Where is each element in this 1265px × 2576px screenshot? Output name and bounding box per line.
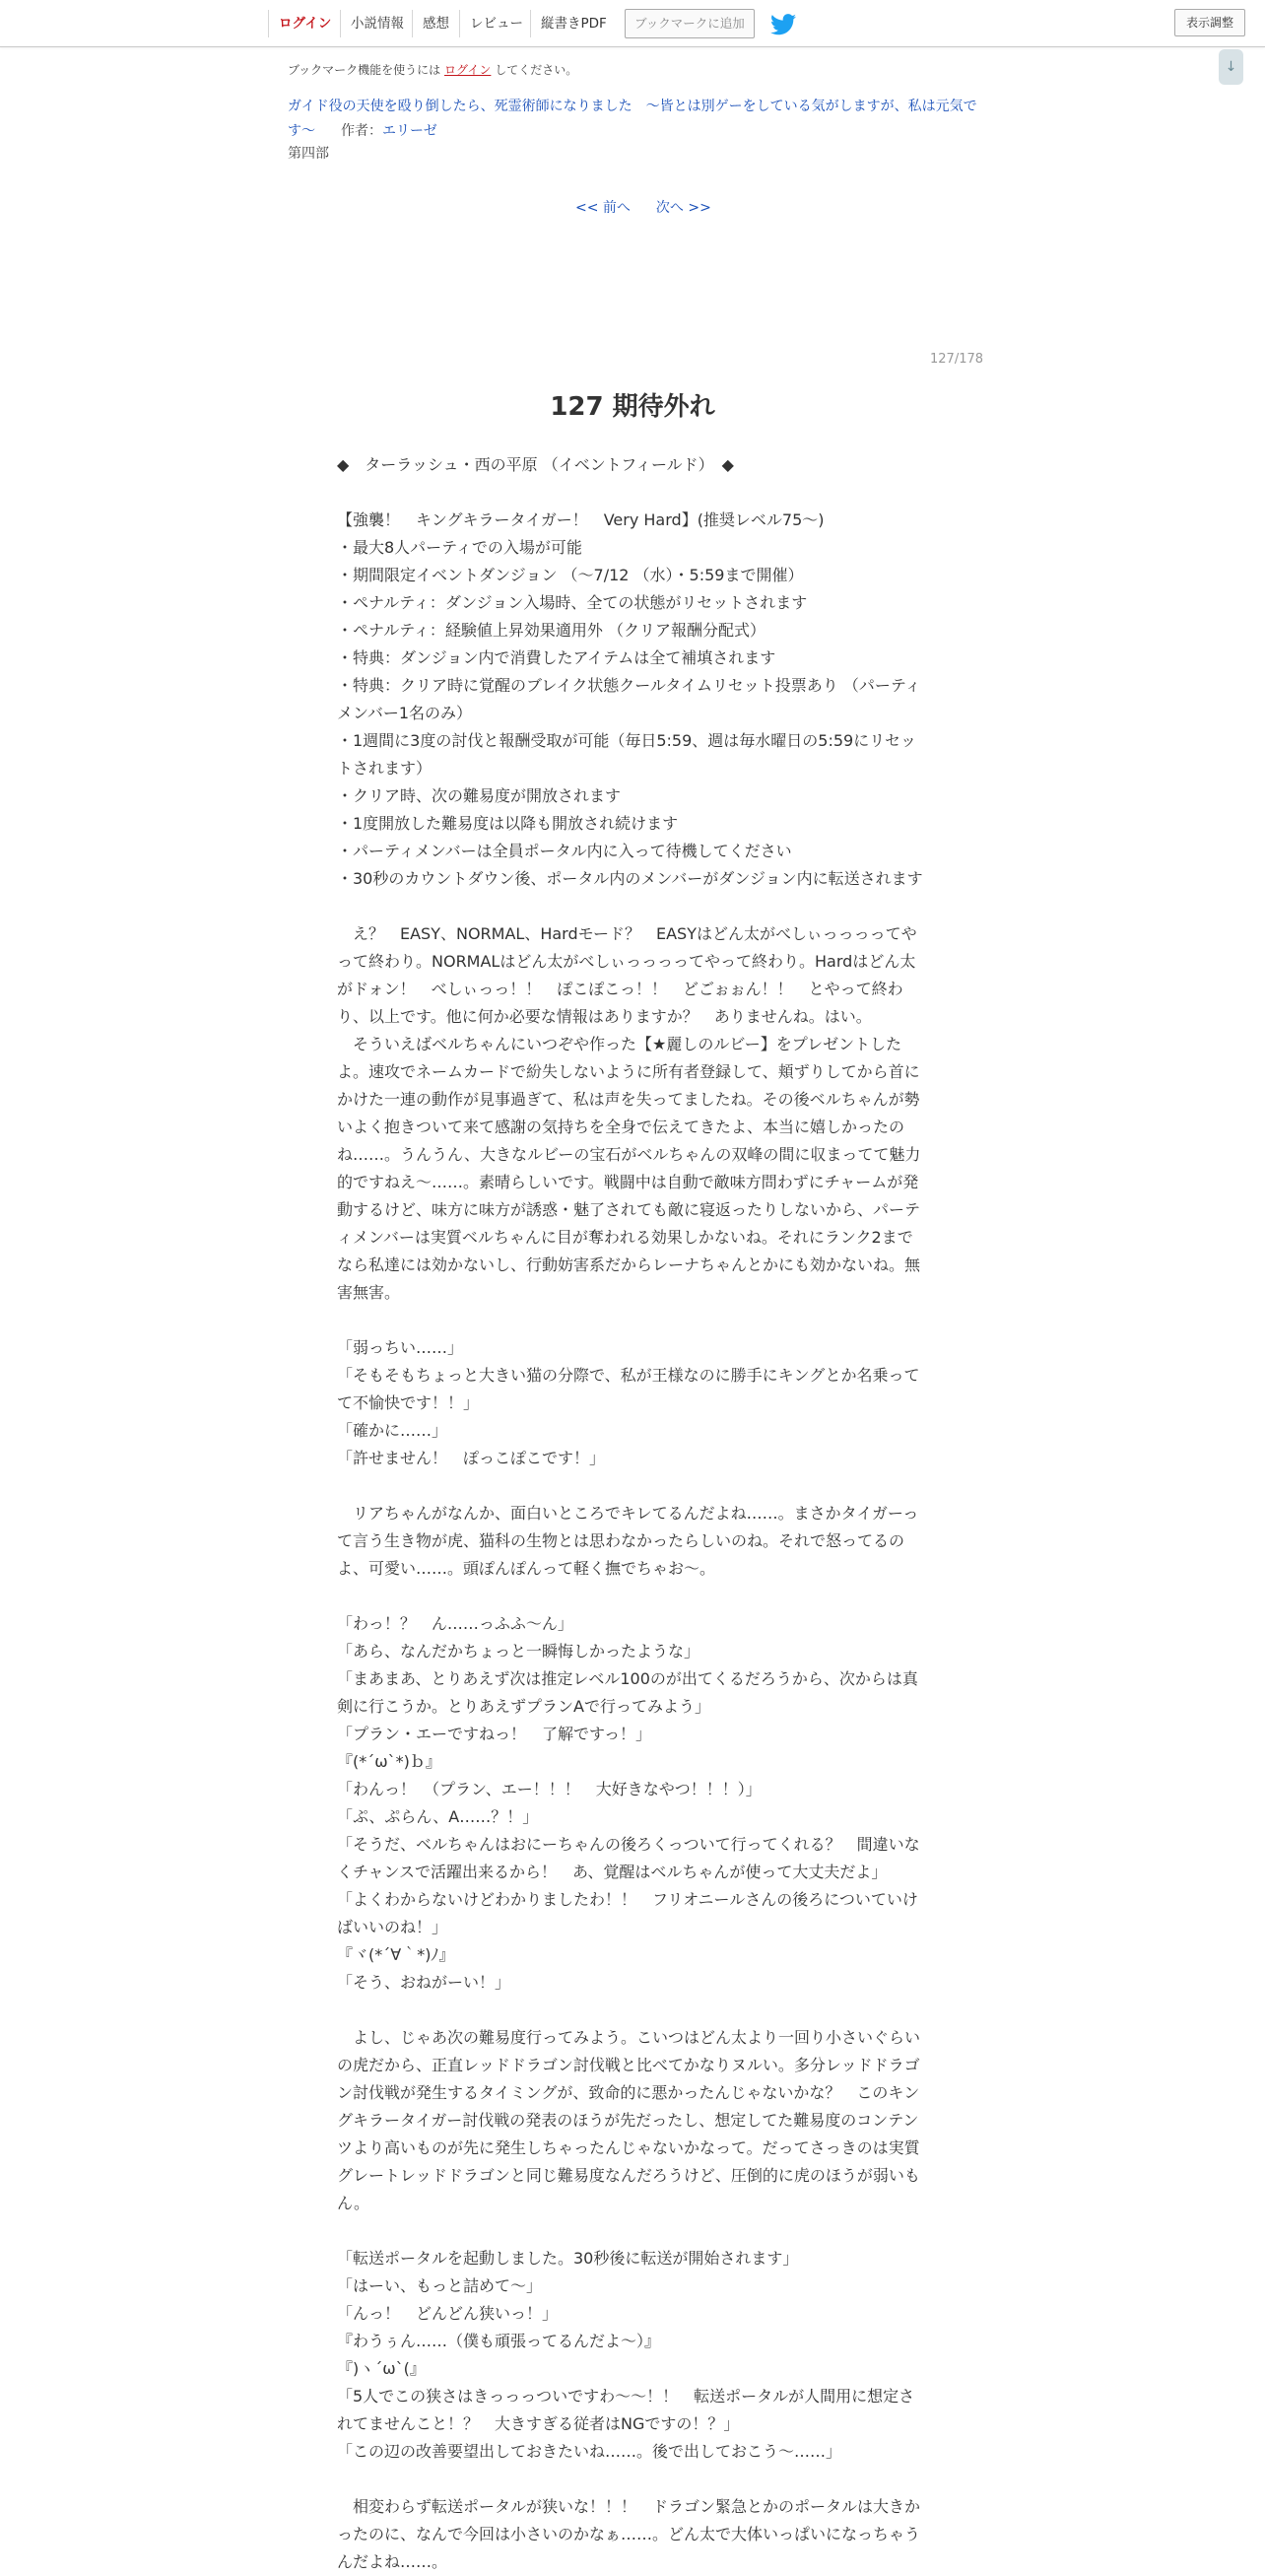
login-link[interactable]: ログイン: [268, 10, 341, 37]
body-paragraph: ・パーティメンバーは全員ポータル内に入って待機してください: [337, 842, 792, 860]
add-bookmark-button[interactable]: ブックマークに追加: [625, 9, 755, 38]
body-paragraph: [337, 1583, 928, 1610]
bookmark-notice: [288, 61, 577, 78]
body-paragraph: [337, 2466, 928, 2493]
display-settings-button[interactable]: 表示調整: [1174, 9, 1245, 36]
body-paragraph: そういえばベルちゃんにいつぞや作った【★麗しのルビー】をプレゼントしたよ。速攻でネームカードで紛失しないように所有者登録して、頬ずりしてから首にかけた一連の動作が見事過ぎて、私は声を失ってましたね。その後ベルちゃんが勢いよく抱きついて来て感謝の気持ちを全身で伝えてきたよ、本当に嬉しかったのね……。うんうん、大きなルビーの宝石がベルちゃんの双峰の間に収まってて魅力的ですねえ～……。素晴らしいです。戦闘中は自動で敵味方問わずにチャームが発動するけど、味方に味方が誘惑・魅了されても敵に寝返ったりしないから、パーティメンバーは実質ベルちゃんに目が奪われる効果しかないね。それにランク2までなら私達には効かないし、行動妨害系だからレーナちゃんとかにも効かないね。無害無害。: [337, 1035, 921, 1302]
bookmark-login-link[interactable]: ログイン: [443, 63, 492, 77]
body-paragraph: 「あら、なんだかちょっと一瞬悔しかったような」: [337, 1642, 700, 1661]
body-paragraph: ・特典：ダンジョン内で消費したアイテムは全て補填されます: [337, 648, 776, 667]
body-paragraph: ◆ ターラッシュ・西の平原 （イベントフィールド） ◆: [337, 455, 734, 474]
body-paragraph: 「そう、おねがーい！」: [337, 1973, 511, 1992]
author-label: 作者：: [341, 123, 382, 139]
body-paragraph: ・1度開放した難易度は以降も開放され続けます: [337, 814, 679, 833]
body-paragraph: 「プラン・エーですねっ！ 了解ですっ！」: [337, 1725, 652, 1743]
body-paragraph: [337, 1997, 928, 2024]
page-number: 127/178: [930, 352, 984, 367]
body-paragraph: 『(*´ω`*)ｂ』: [337, 1752, 441, 1771]
body-paragraph: ・クリア時、次の難易度が開放されます: [337, 786, 622, 805]
body-paragraph: 「まあまあ、とりあえず次は推定レベル100のが出てくるだろうから、次からは真剣に行こうか。とりあえずプランAで行ってみよう」: [337, 1669, 918, 1716]
body-paragraph: 「5人でこの狭さはきっっっついですわ～～！！ 転送ポータルが人間用に想定されてませんこと！？ 大きすぎる従者はNGですの！？」: [337, 2387, 915, 2433]
body-paragraph: ・ペナルティ：経験値上昇効果適用外 （クリア報酬分配式）: [337, 621, 766, 640]
bookmark-notice-before: ブックマーク機能を使うには: [288, 63, 444, 77]
episode-title: 127 期待外れ: [550, 392, 715, 422]
body-paragraph: 相変わらず転送ポータルが狭いな！！！ ドラゴン緊急とかのポータルは大きかったのに、なんで今回は小さいのかなぁ……。どん太で大体いっぱいになっちゃうんだよね……。: [337, 2497, 921, 2571]
body-paragraph: よし、じゃあ次の難易度行ってみよう。こいつはどん太より一回り小さいぐらいの虎だから、正直レッドドラゴン討伐戦と比べてかなりヌルい。多分レッドドラゴン討伐戦が発生するタイミングが、致命的に悪かったんじゃないかな？ このキングキラータイガー討伐戦の発表のほうが先だったし、想定してた難易度のコンテンツより高いものが先に発生しちゃったんじゃないかなって。だってさっきのは実質グレートレッドドラゴンと同じ難易度なんだろうけど、圧倒的に虎のほうが弱いもん。: [337, 2028, 921, 2212]
novel-info-link[interactable]: 小説情報: [340, 10, 414, 37]
body-paragraph: リアちゃんがなんか、面白いところでキレてるんだよね……。まさかタイガーって言う生き物が虎、猫科の生物とは思わなかったらしいのね。それで怒ってるのよ、可愛い……。頭ぽんぽんって軽く撫でちゃお～。: [337, 1504, 919, 1578]
bookmark-notice-after: してください。: [491, 63, 578, 77]
top-navigation-bar: [0, 0, 1265, 47]
impressions-link[interactable]: 感想: [412, 10, 459, 37]
body-paragraph: ・ペナルティ：ダンジョン入場時、全ての状態がリセットされます: [337, 593, 808, 612]
novel-title-link[interactable]: ガイド役の天使を殴り倒したら、死霊術師になりました ～皆とは別ゲーをしている気がしますが、私は元気です～: [288, 99, 977, 139]
body-paragraph: 「んっ！ どんどん狭いっ！」: [337, 2304, 559, 2323]
author-link[interactable]: エリーゼ: [382, 123, 437, 139]
body-paragraph: [337, 1472, 928, 1500]
body-paragraph: 「この辺の改善要望出しておきたいね……。後で出しておこう～……」: [337, 2442, 842, 2461]
body-paragraph: ・特典：クリア時に覚醒のブレイク状態クールタイムリセット投票あり （パーティメンバー1名のみ）: [337, 676, 921, 722]
body-paragraph: 【強襲！ キングキラータイガー！ Very Hard】(推奨レベル75～): [337, 510, 825, 529]
twitter-icon[interactable]: [770, 14, 796, 35]
scroll-down-icon[interactable]: ↓: [1219, 49, 1243, 85]
body-paragraph: 「転送ポータルを起動しました。30秒後に転送が開始されます」: [337, 2249, 799, 2268]
body-paragraph: 「確かに……」: [337, 1421, 448, 1440]
body-paragraph: ・最大8人パーティでの入場が可能: [337, 538, 582, 557]
body-paragraph: 「よくわからないけどわかりましたわ！！ フリオニールさんの後ろについていけばいいのね！」: [337, 1890, 918, 1936]
body-paragraph: 『わうぅん……（僕も頑張ってるんだよ～）』: [337, 2332, 661, 2350]
next-page-link[interactable]: 次へ >>: [655, 200, 711, 216]
body-paragraph: 「ぷ、ぷらん、A……？！」: [337, 1807, 539, 1826]
body-paragraph: ・期間限定イベントダンジョン （～7/12 （水）・5:59まで開催）: [337, 566, 804, 584]
prev-page-link[interactable]: << 前へ: [575, 200, 631, 216]
body-paragraph: 「弱っちい……」: [337, 1338, 464, 1357]
body-paragraph: [337, 2217, 928, 2245]
novel-title-block: [288, 95, 987, 144]
body-paragraph: 「そもそもちょっと大きい猫の分際で、私が王様なのに勝手にキングとか名乗ってて不愉快です！！」: [337, 1366, 920, 1412]
body-paragraph: 「わっ！？ ん……っふふ～ん」: [337, 1614, 573, 1633]
body-paragraph: え？ EASY、NORMAL、Hardモード？ EASYはどん太がべしぃっっっってやって終わり。NORMALはどん太がべしぃっっっってやって終わり。Hardはどん太がドォン！ べしぃっっ！！ ぽこぽこっ！！ どごぉぉん！！ とやって終わり、以上です。他に何か必要な情報はありますか？ ありませんね。はい。: [337, 924, 917, 1026]
review-link[interactable]: レビュー: [459, 10, 533, 37]
body-paragraph: ・1週間に3度の討伐と報酬受取が可能（毎日5:59、週は毎水曜日の5:59にリセットされます）: [337, 731, 917, 778]
body-paragraph: 『)ヽ´ω`(』: [337, 2359, 426, 2378]
body-paragraph: [337, 479, 928, 507]
pager-top: [575, 197, 737, 217]
body-paragraph: 「わんっ！ （プラン、エー！！！ 大好きなやつ！！！）」: [337, 1780, 762, 1798]
chapter-title: 第四部: [288, 146, 329, 162]
novel-body: [337, 451, 928, 2576]
body-paragraph: 『ヾ(*´∀｀*)ﾉ』: [337, 1945, 455, 1964]
body-paragraph: 「そうだ、ベルちゃんはおにーちゃんの後ろくっついて行ってくれる？ 間違いなくチャンスで活躍出来るから！ あ、覚醒はベルちゃんが使って大丈夫だよ」: [337, 1835, 920, 1881]
vertical-pdf-link[interactable]: 縦書きPDF: [530, 10, 617, 37]
body-paragraph: [337, 1307, 928, 1334]
body-paragraph: ・30秒のカウントダウン後、ポータル内のメンバーがダンジョン内に転送されます: [337, 869, 923, 888]
body-paragraph: 「はーい、もっと詰めて～」: [337, 2276, 543, 2295]
body-paragraph: [337, 893, 928, 920]
body-paragraph: 「許せません！ ぽっこぽこです！」: [337, 1449, 606, 1467]
